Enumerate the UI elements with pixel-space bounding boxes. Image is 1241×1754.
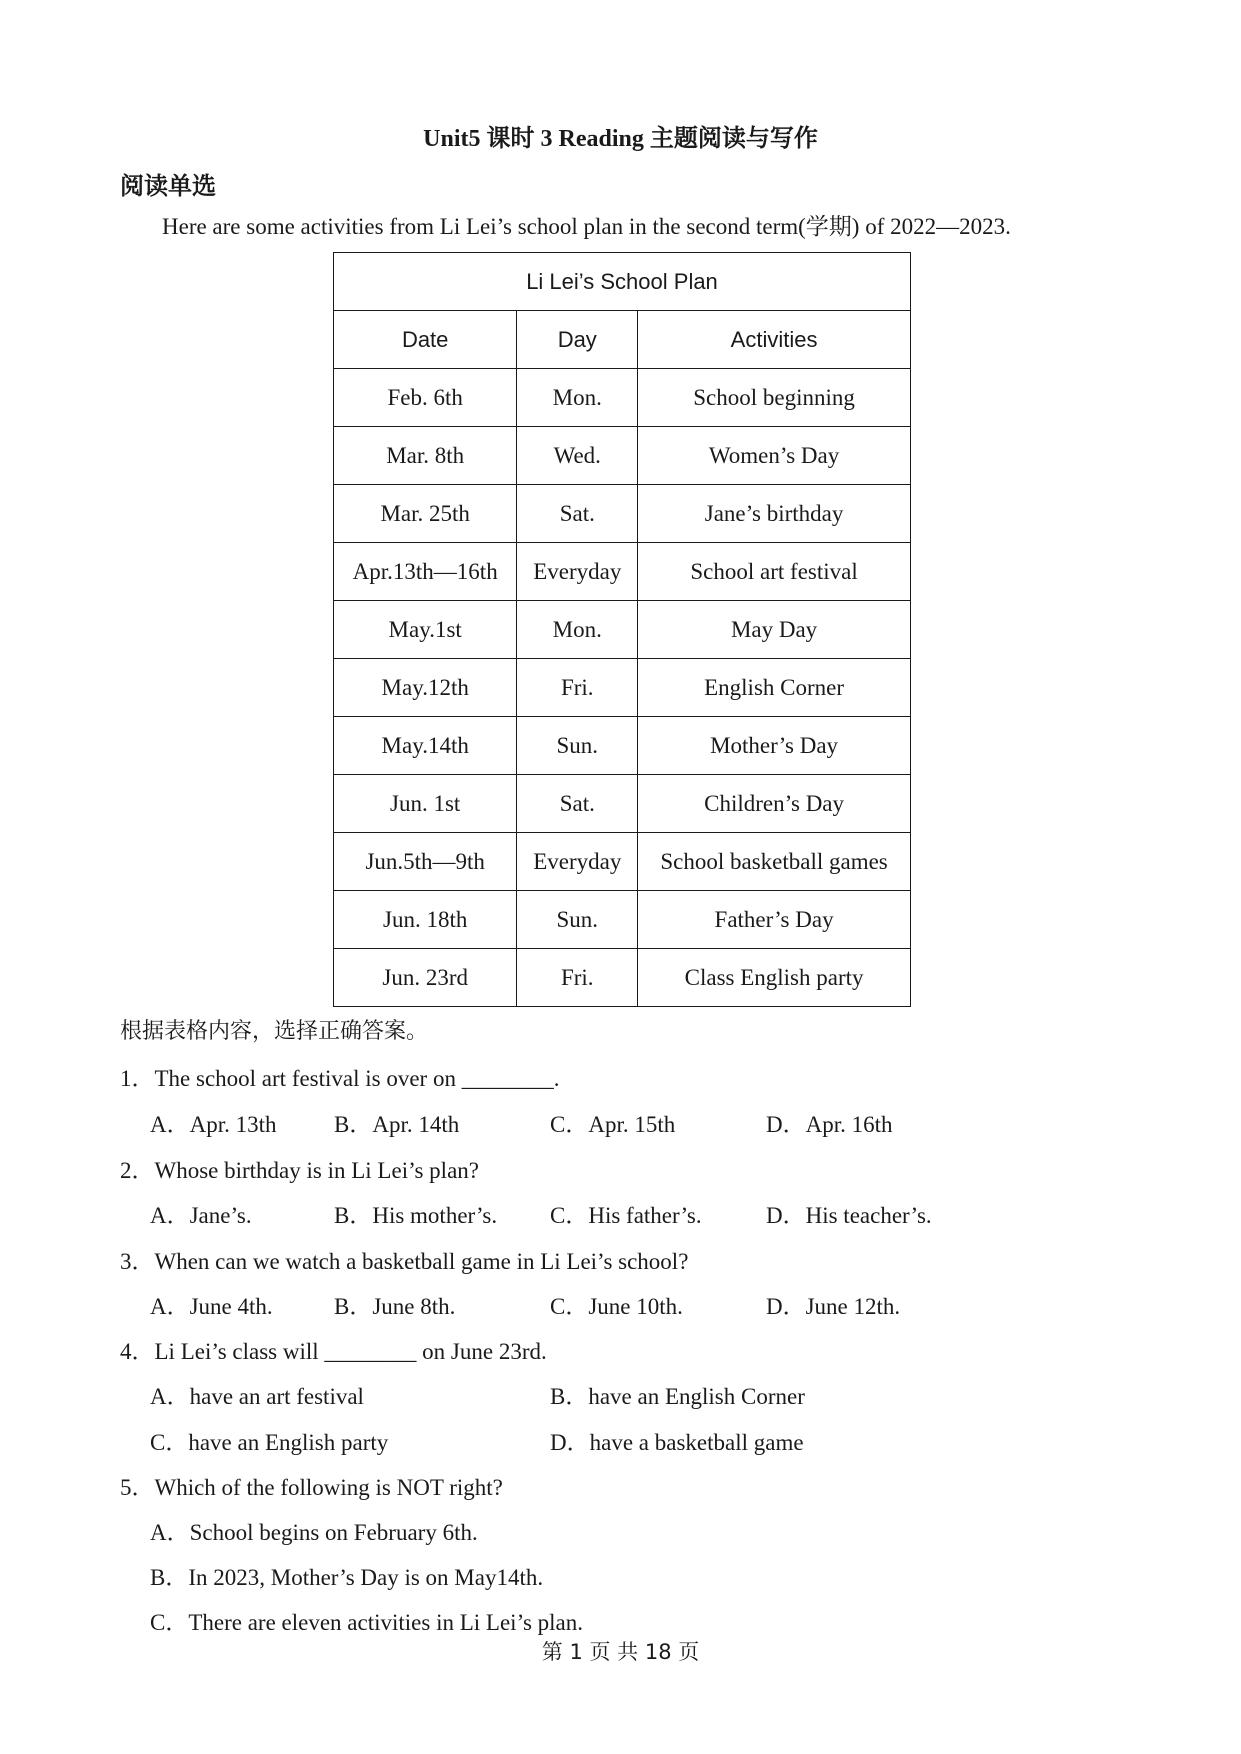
question-5: 5．Which of the following is NOT right? [120, 1475, 503, 1500]
q3-option-c: C．June 10th. [550, 1294, 683, 1319]
cell-date: May.1st [334, 601, 517, 659]
cell-activity: Jane’s birthday [638, 485, 911, 543]
table-row [334, 601, 911, 659]
school-plan-table [333, 252, 911, 1007]
q1-option-c: C．Apr. 15th [550, 1112, 676, 1137]
cell-day: Mon. [517, 369, 638, 427]
cell-day: Fri. [517, 949, 638, 1007]
cell-date: Jun. 1st [334, 775, 517, 833]
q5-option-a: A．School begins on February 6th. [150, 1520, 478, 1545]
cell-activity: Class English party [638, 949, 911, 1007]
q2-option-a: A．Jane’s. [150, 1203, 252, 1228]
cell-date: Jun.5th—9th [334, 833, 517, 891]
cell-date: Mar. 8th [334, 427, 517, 485]
cell-date: Mar. 25th [334, 485, 517, 543]
cell-activity: Mother’s Day [638, 717, 911, 775]
page-title: Unit5 课时 3 Reading 主题阅读与写作 [423, 126, 818, 152]
q4-option-a: A．have an art festival [150, 1384, 364, 1409]
cell-date: Feb. 6th [334, 369, 517, 427]
table-row [334, 543, 911, 601]
cell-activity: Father’s Day [638, 891, 911, 949]
q1-option-a: A．Apr. 13th [150, 1112, 277, 1137]
question-2: 2．Whose birthday is in Li Lei’s plan? [120, 1158, 479, 1183]
cell-date: Jun. 18th [334, 891, 517, 949]
question-1: 1．The school art festival is over on ________. [120, 1066, 560, 1091]
cell-day: Sat. [517, 485, 638, 543]
cell-date: May.12th [334, 659, 517, 717]
table-row [334, 485, 911, 543]
header-day: Day [517, 311, 638, 369]
table-row [334, 775, 911, 833]
cell-day: Wed. [517, 427, 638, 485]
instruction-text: 根据表格内容，选择正确答案。 [120, 1019, 429, 1044]
q5-option-b: B．In 2023, Mother’s Day is on May14th. [150, 1565, 544, 1590]
q2-option-d: D．His teacher’s. [766, 1203, 932, 1228]
table-row [334, 659, 911, 717]
table-row [334, 833, 911, 891]
table-row [334, 369, 911, 427]
question-4: 4．Li Lei’s class will ________ on June 23rd. [120, 1339, 547, 1364]
cell-day: Sun. [517, 717, 638, 775]
table-row [334, 891, 911, 949]
cell-date: Jun. 23rd [334, 949, 517, 1007]
cell-date: Apr.13th—16th [334, 543, 517, 601]
section-label: 阅读单选 [120, 174, 216, 200]
cell-day: Fri. [517, 659, 638, 717]
cell-day: Everyday [517, 543, 638, 601]
q3-option-d: D．June 12th. [766, 1294, 901, 1319]
q4-option-c: C．have an English party [150, 1430, 389, 1455]
table-caption: Li Lei’s School Plan [334, 253, 911, 311]
table-header-row [334, 311, 911, 369]
cell-activity: School basketball games [638, 833, 911, 891]
cell-activity: English Corner [638, 659, 911, 717]
cell-day: Everyday [517, 833, 638, 891]
q3-option-a: A．June 4th. [150, 1294, 273, 1319]
header-activities: Activities [638, 311, 911, 369]
table-row [334, 717, 911, 775]
q2-option-b: B．His mother’s. [334, 1203, 498, 1228]
q3-option-b: B．June 8th. [334, 1294, 456, 1319]
page-footer: 第 1 页 共 18 页 [541, 1640, 700, 1664]
table-caption-row [334, 253, 911, 311]
table-row [334, 427, 911, 485]
header-date: Date [334, 311, 517, 369]
cell-day: Mon. [517, 601, 638, 659]
q1-option-b: B．Apr. 14th [334, 1112, 460, 1137]
cell-activity: Children’s Day [638, 775, 911, 833]
q4-option-b: B．have an English Corner [550, 1384, 805, 1409]
cell-activity: May Day [638, 601, 911, 659]
q4-option-d: D．have a basketball game [550, 1430, 804, 1455]
cell-activity: School art festival [638, 543, 911, 601]
cell-day: Sat. [517, 775, 638, 833]
q1-option-d: D．Apr. 16th [766, 1112, 893, 1137]
q2-option-c: C．His father’s. [550, 1203, 702, 1228]
cell-day: Sun. [517, 891, 638, 949]
intro-text: Here are some activities from Li Lei’s school plan in the second term(学期) of 2022—2023. [162, 214, 1011, 239]
q5-option-c: C．There are eleven activities in Li Lei’s plan. [150, 1610, 584, 1635]
question-3: 3．When can we watch a basketball game in Li Lei’s school? [120, 1249, 689, 1274]
cell-activity: Women’s Day [638, 427, 911, 485]
table-row [334, 949, 911, 1007]
cell-date: May.14th [334, 717, 517, 775]
cell-activity: School beginning [638, 369, 911, 427]
